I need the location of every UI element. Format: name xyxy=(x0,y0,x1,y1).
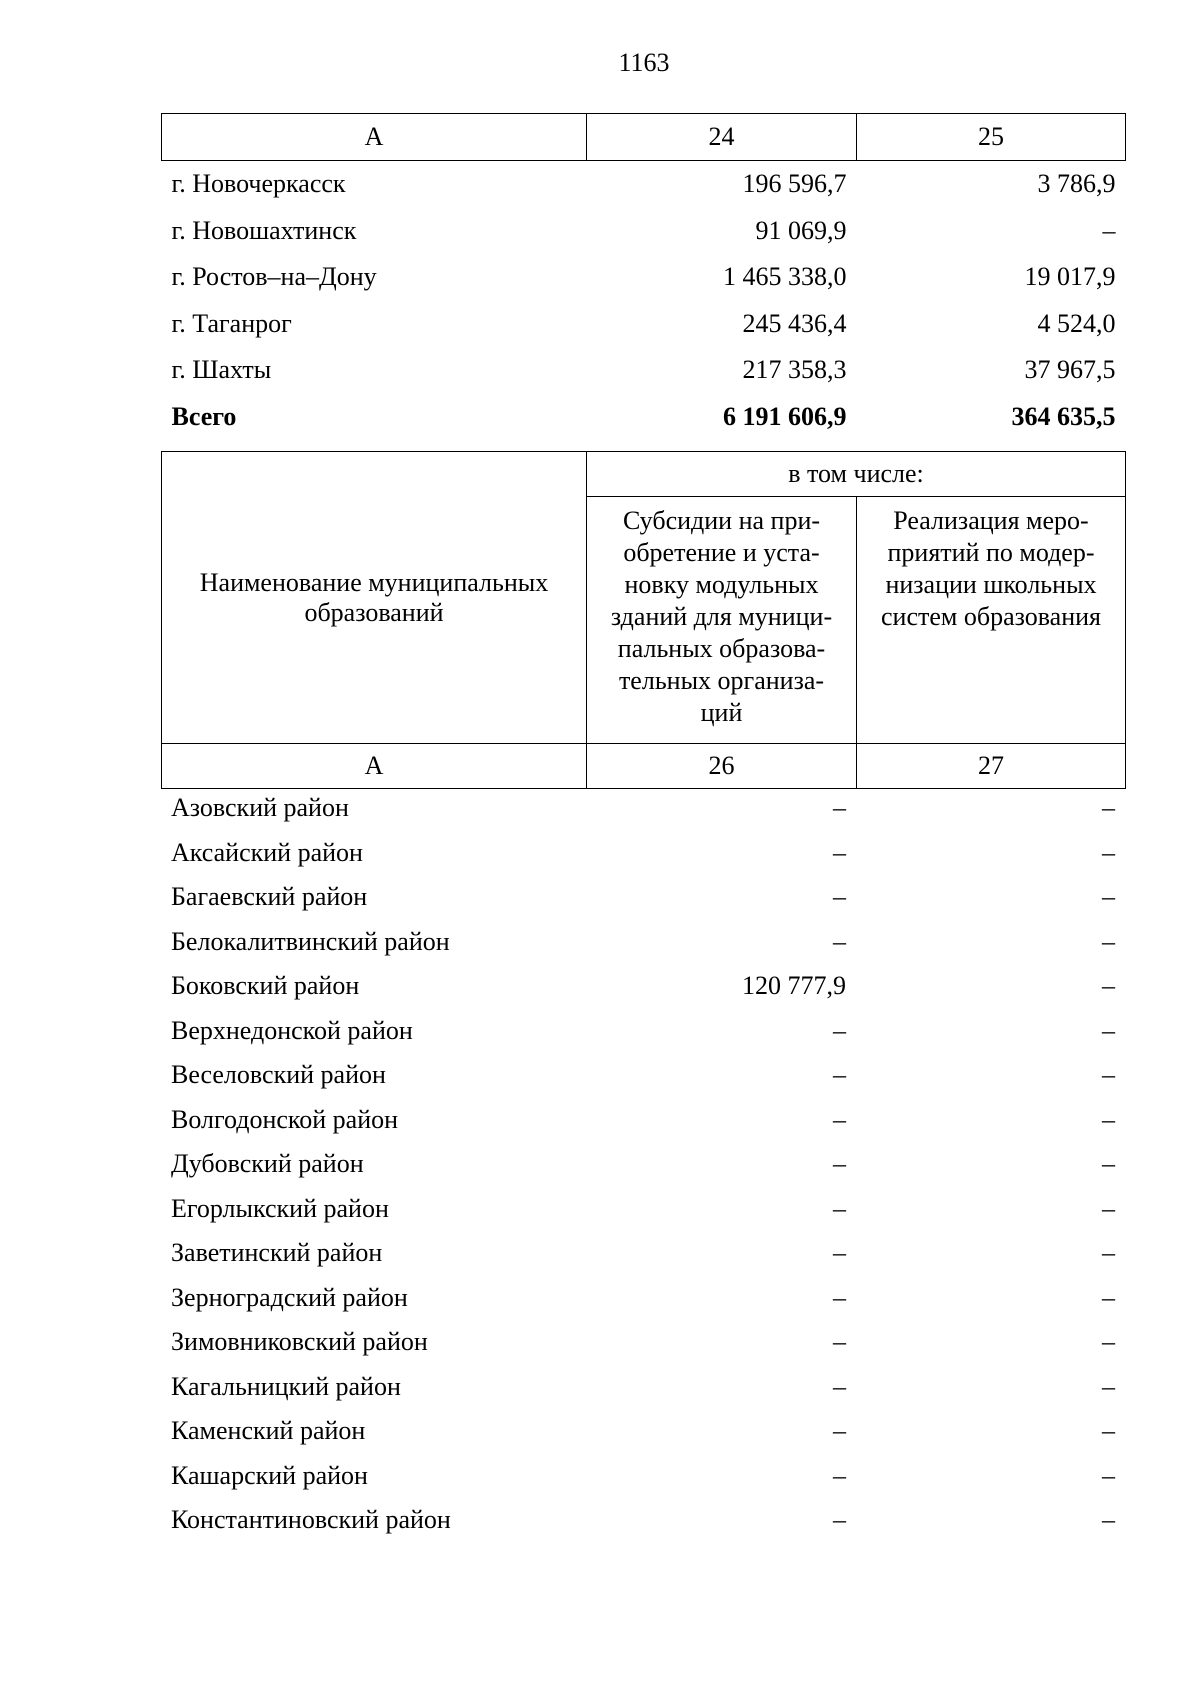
row-name: Боковский район xyxy=(171,971,360,1001)
row-col26: 120 777,9 xyxy=(742,971,846,1001)
row-col26: – xyxy=(833,837,846,867)
table-row xyxy=(161,1231,1125,1276)
table-row xyxy=(161,1276,1125,1321)
row-col25: 37 967,5 xyxy=(1024,355,1116,385)
column-number-name: А xyxy=(162,744,587,789)
row-col25: 4 524,0 xyxy=(1037,308,1116,338)
row-col24: 91 069,9 xyxy=(755,215,847,245)
row-col26: – xyxy=(833,1104,846,1134)
table-row xyxy=(161,1498,1125,1543)
districts-table xyxy=(161,786,1125,1543)
row-col26: – xyxy=(833,1327,846,1357)
row-col27: – xyxy=(1102,837,1115,867)
row-name: Кашарский район xyxy=(171,1460,368,1490)
row-col26: – xyxy=(833,1238,846,1268)
row-col27: – xyxy=(1102,1060,1115,1090)
row-col26: – xyxy=(833,882,846,912)
row-col26: – xyxy=(833,1416,846,1446)
table-row xyxy=(161,1142,1125,1187)
row-col27: – xyxy=(1102,1238,1115,1268)
row-name: Багаевский район xyxy=(171,882,368,912)
row-col24: 217 358,3 xyxy=(742,355,847,385)
row-col27: – xyxy=(1102,1505,1115,1535)
row-col26: – xyxy=(833,926,846,956)
table-row xyxy=(162,208,1126,255)
row-name: г. Ростов–на–Дону xyxy=(171,262,377,292)
table-row xyxy=(161,964,1125,1009)
row-name: Веселовский район xyxy=(171,1060,386,1090)
districts-table-header xyxy=(161,451,1126,789)
row-col26: – xyxy=(833,1149,846,1179)
column-number-col26: 26 xyxy=(587,744,857,789)
row-col27: – xyxy=(1102,926,1115,956)
table-row xyxy=(161,1454,1125,1499)
row-col24: 196 596,7 xyxy=(742,169,847,199)
row-name: Заветинский район xyxy=(171,1238,383,1268)
table-row xyxy=(162,161,1126,208)
row-name: Кагальницкий район xyxy=(171,1371,401,1401)
row-name: Каменский район xyxy=(171,1416,366,1446)
table-row xyxy=(161,1409,1125,1454)
row-col25: – xyxy=(1102,215,1116,245)
row-col27: – xyxy=(1102,1416,1115,1446)
row-name: Зимовниковский район xyxy=(171,1327,428,1357)
row-col27: – xyxy=(1102,1327,1115,1357)
row-col27: – xyxy=(1102,1371,1115,1401)
row-col26: – xyxy=(833,1015,846,1045)
table1-header-name: А xyxy=(162,114,587,161)
row-col26: – xyxy=(833,793,846,823)
row-col25: 3 786,9 xyxy=(1037,169,1116,199)
row-col26: – xyxy=(833,1505,846,1535)
column-header-col27: Реализация меро-приятий по модер-низации школьных систем образования xyxy=(857,497,1126,744)
table-row xyxy=(161,920,1125,965)
row-col26: – xyxy=(833,1060,846,1090)
table-row xyxy=(161,1320,1125,1365)
total-row xyxy=(162,394,1126,441)
row-col26: – xyxy=(833,1193,846,1223)
row-name: Егорлыкский район xyxy=(171,1193,389,1223)
column-header-col26: Субсидии на при-обретение и уста-новку модульных зданий для муници-пальных образова-тельных организа-ций xyxy=(587,497,857,744)
row-col24: 1 465 338,0 xyxy=(723,262,847,292)
table-row xyxy=(161,831,1125,876)
table-row xyxy=(162,347,1126,394)
row-name: Аксайский район xyxy=(171,837,363,867)
table-row xyxy=(161,1187,1125,1232)
table1-header-col24: 24 xyxy=(587,114,857,161)
table-row xyxy=(162,301,1126,348)
row-col27: – xyxy=(1102,793,1115,823)
row-name: Дубовский район xyxy=(171,1149,364,1179)
total-col24: 6 191 606,9 xyxy=(723,401,847,431)
total-col25: 364 635,5 xyxy=(1011,401,1116,431)
row-col27: – xyxy=(1102,1104,1115,1134)
row-name: Верхнедонской район xyxy=(171,1015,413,1045)
column-header-municipality: Наименование муниципальных образований xyxy=(162,452,587,744)
row-col27: – xyxy=(1102,1460,1115,1490)
row-col25: 19 017,9 xyxy=(1024,262,1116,292)
row-name: Константиновский район xyxy=(171,1505,451,1535)
table-row xyxy=(161,1365,1125,1410)
row-name: г. Новочеркасск xyxy=(171,169,346,199)
column-number-col27: 27 xyxy=(857,744,1126,789)
row-name: г. Новошахтинск xyxy=(171,215,357,245)
row-name: г. Таганрог xyxy=(171,308,292,338)
cities-table xyxy=(161,113,1126,440)
table-row xyxy=(162,254,1126,301)
row-name: Волгодонской район xyxy=(171,1104,399,1134)
row-col27: – xyxy=(1102,1193,1115,1223)
table-row xyxy=(161,1098,1125,1143)
table-row xyxy=(161,875,1125,920)
row-name: г. Шахты xyxy=(171,355,272,385)
row-col27: – xyxy=(1102,1282,1115,1312)
row-name: Азовский район xyxy=(171,793,349,823)
row-col27: – xyxy=(1102,1149,1115,1179)
row-col26: – xyxy=(833,1282,846,1312)
row-name: Белокалитвинский район xyxy=(171,926,450,956)
column-group-header: в том числе: xyxy=(587,452,1126,497)
row-col27: – xyxy=(1102,882,1115,912)
row-col27: – xyxy=(1102,1015,1115,1045)
page-number: 1163 xyxy=(618,48,670,77)
row-col24: 245 436,4 xyxy=(742,308,847,338)
row-col27: – xyxy=(1102,971,1115,1001)
row-col26: – xyxy=(833,1460,846,1490)
table-row xyxy=(161,786,1125,831)
row-col26: – xyxy=(833,1371,846,1401)
table-row xyxy=(161,1053,1125,1098)
table-row xyxy=(161,1009,1125,1054)
total-label: Всего xyxy=(171,401,237,431)
table1-header-row xyxy=(162,114,1126,161)
table1-header-col25: 25 xyxy=(857,114,1126,161)
row-name: Зерноградский район xyxy=(171,1282,408,1312)
